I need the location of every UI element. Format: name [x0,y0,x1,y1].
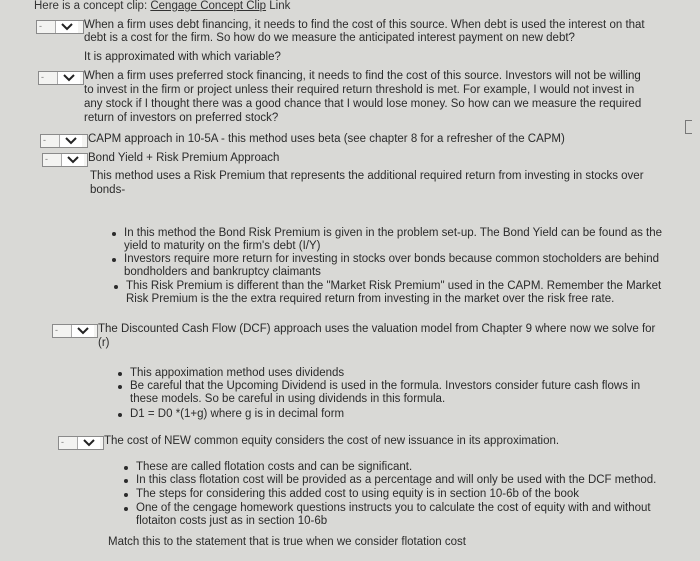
list-item-cont: bondholders and bankruptcy claimants [124,266,321,278]
chevron-down-icon [71,325,94,337]
item-2-line-4: return of investors on preferred stock? [84,112,279,124]
intro-suffix: Link [266,0,291,12]
item-4-para-2: bonds- [90,184,126,196]
list-item: In this class flotation cost will be provided as a percentage and will only be used with the DCF method. [136,474,657,486]
list-item: Investors require more return for investing in stocks over bonds because common stocholders are behind [124,253,660,265]
item-4-title: Bond Yield + Risk Premium Approach [88,152,280,164]
dropdown-placeholder-dash: - [39,21,42,32]
answer-dropdown-2[interactable] [38,71,84,85]
list-item: The steps for considering this added cost to using equity is in section 10-6b of the book [136,488,580,500]
concept-clip-link[interactable]: Cengage Concept Clip [150,0,267,12]
item-2-line-2: to invest in the firm or project unless their required return threshold is met. For example, I would not invest in [84,84,635,96]
answer-dropdown-5[interactable] [52,324,98,338]
dropdown-placeholder-dash: - [45,154,48,165]
chevron-down-icon [59,135,82,147]
list-item: This Risk Premium is different than the "Market Risk Premium" used in the CAPM. Remember the Market [126,280,662,292]
item-4-para-1: This method uses a Risk Premium that represents the additional required return from investing in stocks over [90,170,644,182]
dropdown-placeholder-dash: - [55,325,58,336]
item-1-line-3: It is approximated with which variable? [84,51,281,63]
item-6-footer: Match this to the statement that is true when we consider flotation cost [108,536,466,548]
item-6-line-1: The cost of NEW common equity considers the cost of new issuance in its approximation. [104,435,560,447]
list-item: In this method the Bond Risk Premium is given in the problem set-up. The Bond Yield can be found as the [124,227,663,239]
list-item: D1 = D0 *(1+g) where g is in decimal form [130,408,345,420]
list-item: Be careful that the Upcoming Dividend is used in the formula. Investors consider future cash flows in [130,380,641,392]
item-1-line-2: debt is a cost for the firm. So how do we measure the anticipated interest payment on new debt? [84,32,575,44]
item-2-line-3: any stock if I thought there was a good chance that I would lose money. So how can we measure the required [84,98,642,110]
answer-dropdown-6[interactable] [58,436,104,450]
dropdown-placeholder-dash: - [43,135,46,146]
dropdown-placeholder-dash: - [61,437,64,448]
chevron-down-icon [57,72,80,84]
item-1-line-1: When a firm uses debt financing, it needs to find the cost of this source. When debt is used the interest on that [84,19,645,31]
item-5-line-1: The Discounted Cash Flow (DCF) approach uses the valuation model from Chapter 9 where now we solve for [98,323,656,335]
list-item-cont: flotaiton costs just as in section 10-6b [136,515,328,527]
item-3-line-1: CAPM approach in 10-5A - this method uses beta (see chapter 8 for a refresher of the CAPM) [88,133,565,145]
answer-dropdown-3[interactable] [40,134,88,148]
list-item-cont: these models. So be careful in using dividends in this formula. [130,393,446,405]
list-item: One of the cengage homework questions instructs you to calculate the cost of equity with and without [136,502,651,514]
intro-line [34,0,290,14]
chevron-down-icon [55,21,78,33]
answer-dropdown-1[interactable] [36,20,84,34]
item-2-line-1: When a firm uses preferred stock financing, it needs to find the cost of this source. Investors will not be willing [84,70,641,82]
list-item: This appoximation method uses dividends [130,367,345,379]
list-item-cont: yield to maturity on the firm's debt (I/Y) [124,240,321,252]
chevron-down-icon [61,154,84,166]
list-item-cont: Risk Premium is the the extra required return from investing in the market over the risk free rate. [126,293,615,305]
item-5-line-2: (r) [98,337,110,349]
answer-dropdown-4[interactable] [42,153,88,167]
list-item: These are called flotation costs and can be significant. [136,461,413,473]
intro-prefix: Here is a concept clip: [34,0,151,12]
dropdown-placeholder-dash: - [41,72,44,83]
bracket-mark [685,120,692,134]
chevron-down-icon [77,437,100,449]
